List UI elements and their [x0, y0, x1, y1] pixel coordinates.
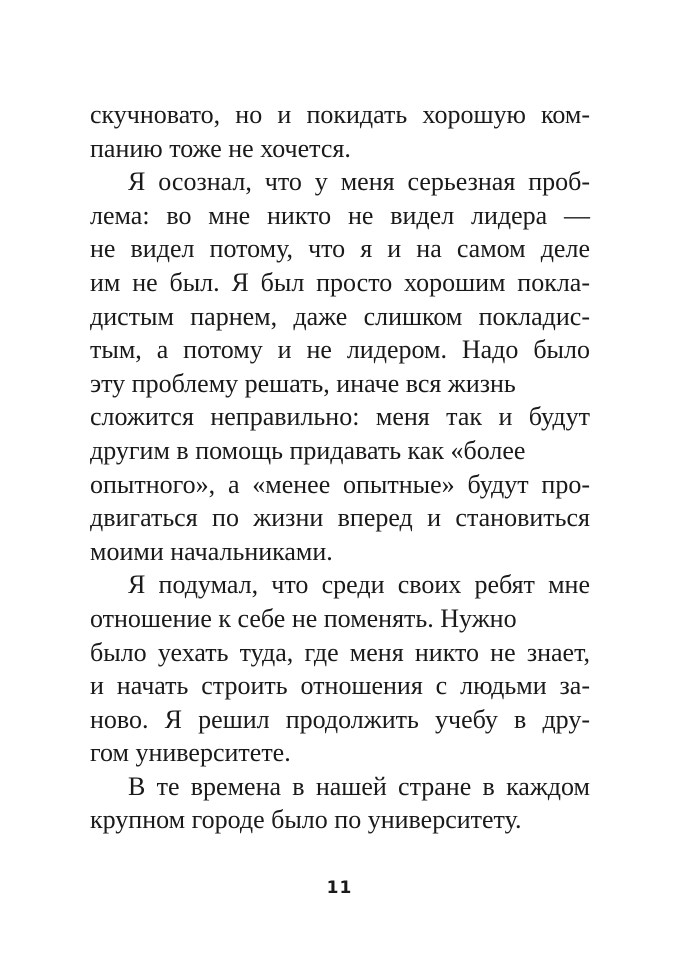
text-line: тым, а потому и не лидером. Надо было: [90, 335, 590, 365]
page-number: 11: [326, 878, 353, 898]
paragraph-first-line: В те времена в нашей стране в каждом: [128, 771, 590, 801]
text-line: отношение к себе не поменять. Нужно: [90, 603, 517, 633]
text-line: моими начальниками.: [90, 536, 333, 566]
text-line: панию тоже не хочется.: [90, 133, 351, 163]
paragraph-first-line: Я осознал, что у меня серьезная проб-: [128, 167, 590, 197]
paragraph-first-line: Я подумал, что среди своих ребят мне: [128, 570, 590, 600]
text-line: гом университете.: [90, 738, 291, 768]
text-line: дистым парнем, даже слишком покладис-: [90, 301, 590, 331]
text-line: другим в помощь придавать как «более: [90, 435, 526, 465]
text-line: скучновато, но и покидать хорошую ком-: [90, 100, 590, 129]
text-line: сложится неправильно: меня так и будут: [90, 402, 590, 432]
text-line: ново. Я решил продолжить учебу в дру-: [90, 704, 590, 734]
text-line: было уехать туда, где меня никто не знает,: [90, 637, 590, 667]
text-line: двигаться по жизни вперед и становиться: [90, 503, 590, 533]
text-line: не видел потому, что я и на самом деле: [90, 234, 590, 264]
text-line: и начать строить отношения с людьми за-: [90, 671, 590, 701]
text-line: лема: во мне никто не видел лидера —: [90, 200, 590, 230]
body-text: [90, 98, 590, 837]
text-line: эту проблему решать, иначе вся жизнь: [90, 368, 516, 398]
text-line: им не был. Я был просто хорошим покла-: [90, 267, 590, 297]
text-line: опытного», а «менее опытные» будут про-: [90, 469, 590, 499]
text-line: крупном городе было по университету.: [90, 805, 522, 835]
